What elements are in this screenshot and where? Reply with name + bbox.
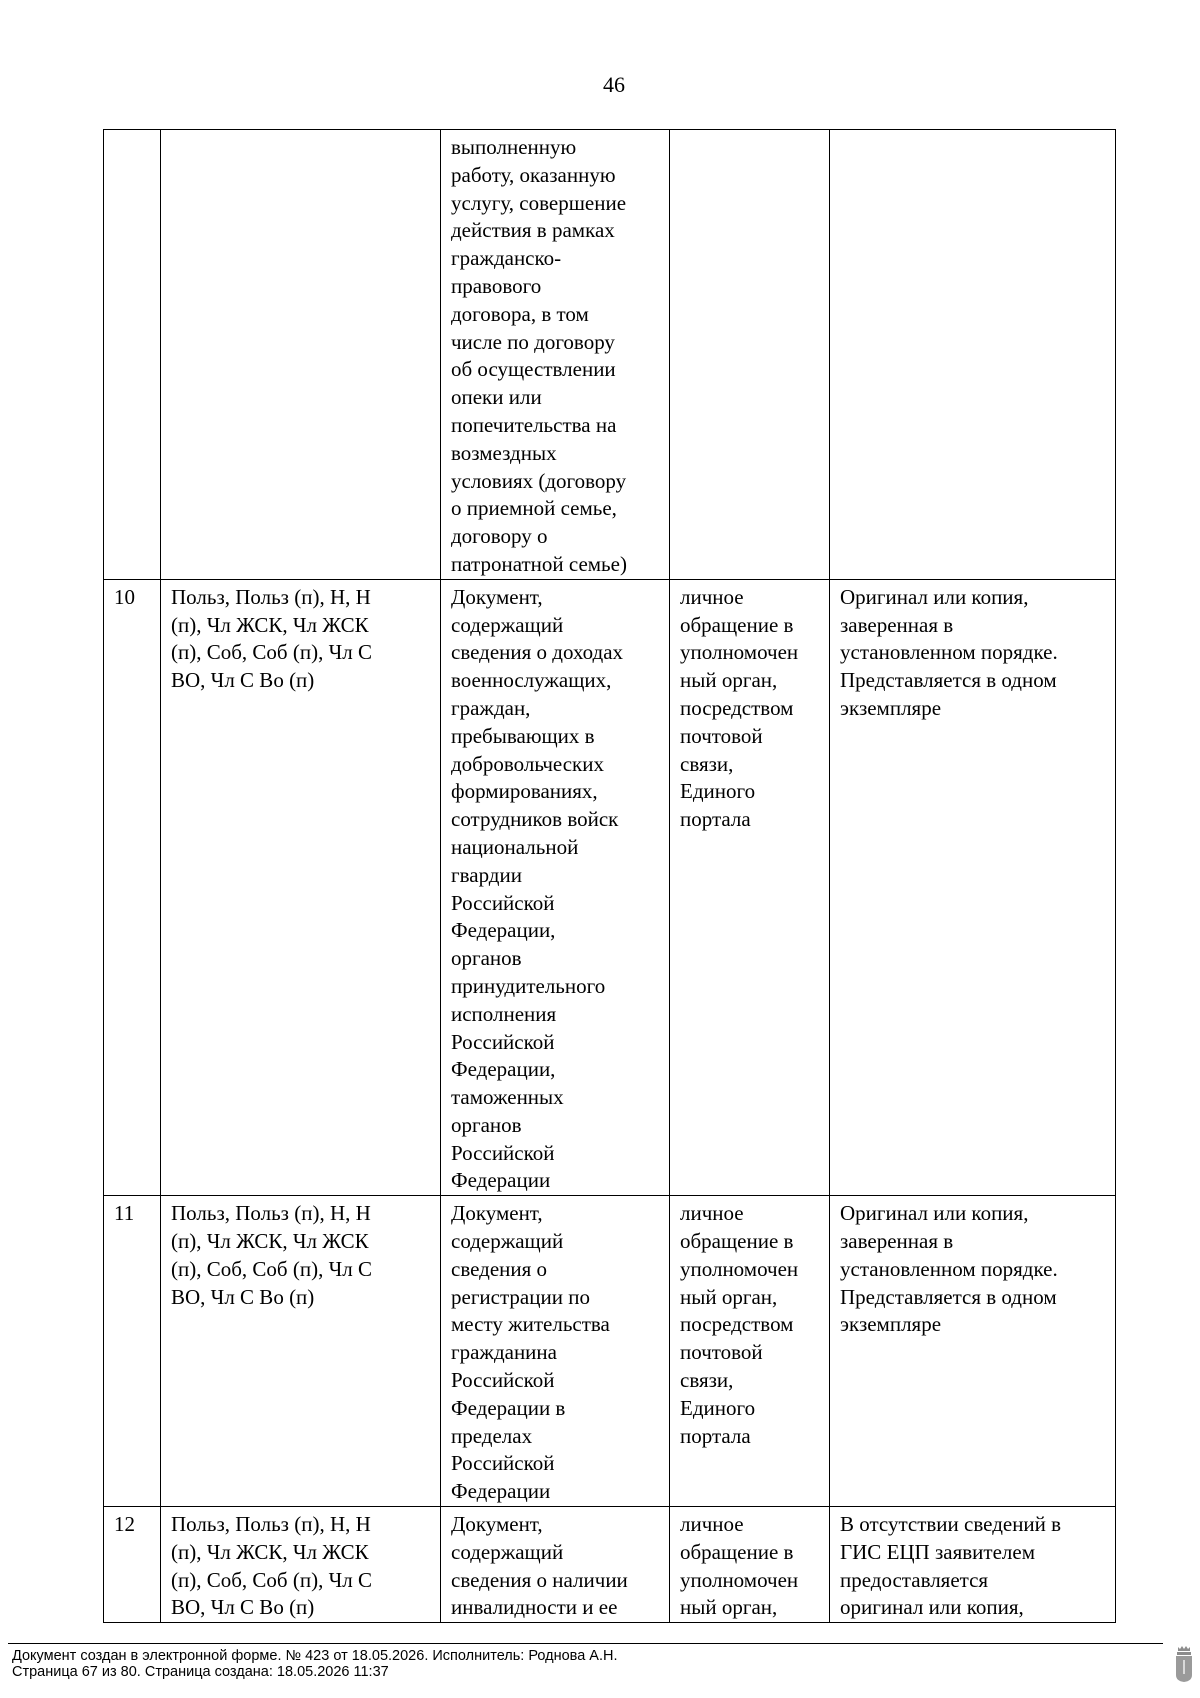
footer-document-info: Документ создан в электронной форме. № 423 от 18.05.2026. Исполнитель: Роднова А.Н. (12, 1648, 618, 1664)
document-name-cell: Документ, содержащий сведения о регистрации по месту жительства гражданина Российской Федерации в пределах Российской Федерации (441, 1196, 670, 1507)
applicant-categories-cell (161, 130, 441, 580)
document-name-cell: Документ, содержащий сведения о доходах военнослужащих, граждан, пребывающих в добровольческих формированиях, сотрудников войск национальной гвардии Российской Федерации, органов принудительного исполнения Российской Федерации, таможенных органов Российской Федерации (441, 579, 670, 1196)
document-form-cell (830, 130, 1116, 580)
table-row (104, 1196, 1116, 1507)
document-form-cell: В отсутствии сведений в ГИС ЕЦП заявителем предоставляется оригинал или копия, (830, 1507, 1116, 1623)
row-number-cell: 10 (104, 579, 161, 1196)
applicant-categories-cell: Польз, Польз (п), Н, Н (п), Чл ЖСК, Чл ЖСК (п), Соб, Соб (п), Чл С ВО, Чл С Во (п) (161, 1196, 441, 1507)
row-number-cell: 12 (104, 1507, 161, 1623)
submission-method-cell: личное обращение в уполномочен ный орган, посредством почтовой связи, Единого портала (670, 1196, 830, 1507)
document-form-cell: Оригинал или копия, заверенная в установленном порядке. Представляется в одном экземпляре (830, 1196, 1116, 1507)
document-footer (12, 1648, 618, 1680)
document-name-cell: выполненную работу, оказанную услугу, совершение действия в рамках гражданско- правового договора, в том числе по договору об осуществлении опеки или попечительства на возмездных условиях (договору о приемной семье, договору о патронатной семье) (441, 130, 670, 580)
row-number-cell: 11 (104, 1196, 161, 1507)
footer-divider (8, 1643, 1163, 1644)
applicant-categories-cell: Польз, Польз (п), Н, Н (п), Чл ЖСК, Чл ЖСК (п), Соб, Соб (п), Чл С ВО, Чл С Во (п) (161, 579, 441, 1196)
row-number-cell (104, 130, 161, 580)
table-row (104, 130, 1116, 580)
documents-table (103, 129, 1116, 1623)
submission-method-cell (670, 130, 830, 580)
document-form-cell: Оригинал или копия, заверенная в установленном порядке. Представляется в одном экземпляре (830, 579, 1116, 1196)
footer-page-info: Страница 67 из 80. Страница создана: 18.05.2026 11:37 (12, 1664, 389, 1680)
table-row (104, 1507, 1116, 1623)
submission-method-cell: личное обращение в уполномочен ный орган, (670, 1507, 830, 1623)
applicant-categories-cell: Польз, Польз (п), Н, Н (п), Чл ЖСК, Чл ЖСК (п), Соб, Соб (п), Чл С ВО, Чл С Во (п) (161, 1507, 441, 1623)
submission-method-cell: личное обращение в уполномочен ный орган, посредством почтовой связи, Единого портала (670, 579, 830, 1196)
document-name-cell: Документ, содержащий сведения о наличии инвалидности и ее (441, 1507, 670, 1623)
coat-of-arms-icon (1174, 1645, 1194, 1683)
page-number: 46 (603, 72, 625, 97)
table-row (104, 579, 1116, 1196)
